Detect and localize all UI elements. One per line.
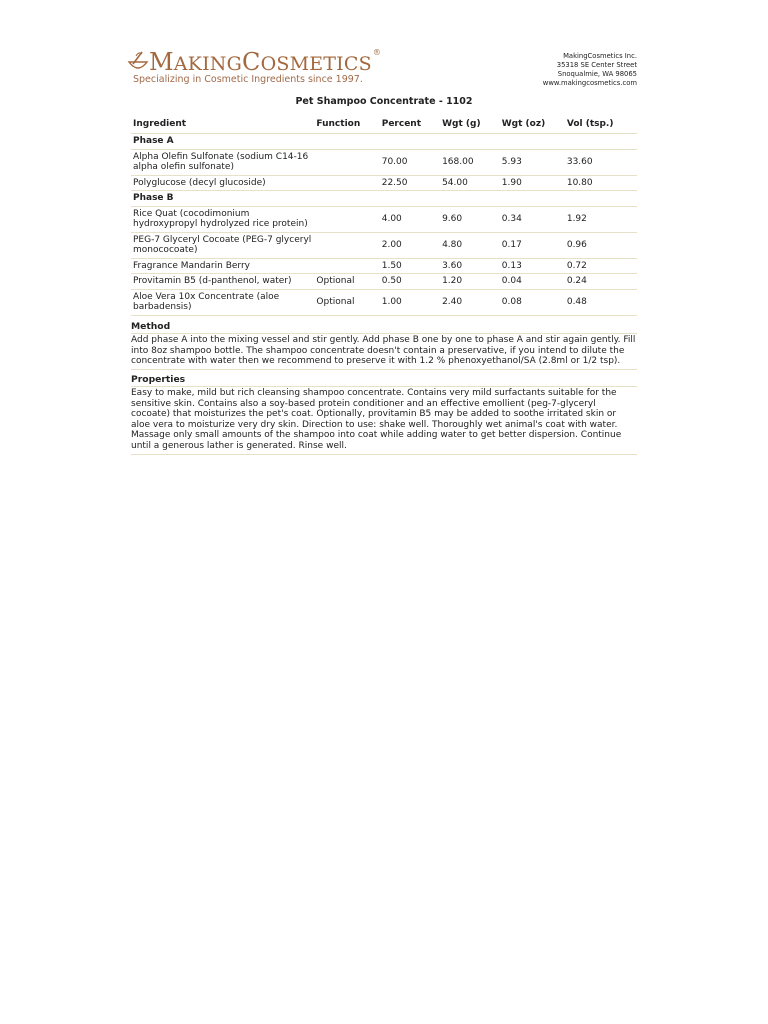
wgt-g-cell: 4.80: [440, 232, 500, 258]
company-website[interactable]: www.makingcosmetics.com: [542, 79, 637, 87]
wgt-g-cell: 54.00: [440, 175, 500, 191]
col-percent: Percent: [380, 116, 440, 134]
document-title: Pet Shampoo Concentrate - 1102: [295, 96, 473, 107]
phase-label: Phase B: [131, 191, 637, 207]
table-row: [131, 206, 637, 232]
wgt-oz-cell: 0.04: [500, 274, 565, 290]
properties-text: Easy to make, mild but rich cleansing shampoo concentrate. Contains very mild surfactants suitable for the sensitive skin. Contains also a soy-based protein conditioner and an effective emollient (peg-7-glyceryl cocoate) that moisturizes the pet's coat. Optionally, provitamin B5 may be added to soothe irritated skin or aloe vera to moisturize very dry skin. Direction to use: shake well. Thoroughly wet animal's coat with water. Massage only small amounts of the shampoo into coat while adding water to get better dispersion. Continue until a generous lather is generated. Rinse well.: [131, 387, 637, 455]
table-row: [131, 149, 637, 175]
logo-wordmark: MAKINGCOSMETICS®: [149, 48, 382, 76]
wgt-g-cell: 168.00: [440, 149, 500, 175]
wgt-g-cell: 3.60: [440, 258, 500, 274]
wgt-oz-cell: 0.34: [500, 206, 565, 232]
wgt-oz-cell: 0.08: [500, 289, 565, 315]
percent-cell: 1.00: [380, 289, 440, 315]
vol-tsp-cell: 0.48: [565, 289, 637, 315]
ingredient-cell: Polyglucose (decyl glucoside): [131, 175, 314, 191]
function-cell: Optional: [314, 289, 379, 315]
vol-tsp-cell: 1.92: [565, 206, 637, 232]
table-row: [131, 258, 637, 274]
phase-label: Phase A: [131, 134, 637, 150]
mortar-pestle-icon: [127, 50, 149, 74]
company-city: Snoqualmie, WA 98065: [557, 70, 637, 78]
col-function: Function: [314, 116, 379, 134]
wgt-g-cell: 1.20: [440, 274, 500, 290]
col-ingredient: Ingredient: [131, 116, 314, 134]
col-wgt-g: Wgt (g): [440, 116, 500, 134]
wgt-oz-cell: 1.90: [500, 175, 565, 191]
ingredient-cell: Fragrance Mandarin Berry: [131, 258, 314, 274]
properties-heading: Properties: [131, 374, 637, 387]
method-section: [131, 321, 637, 370]
wgt-oz-cell: 5.93: [500, 149, 565, 175]
table-row: [131, 289, 637, 315]
function-cell: [314, 258, 379, 274]
company-street: 35318 SE Center Street: [556, 61, 637, 69]
vol-tsp-cell: 10.80: [565, 175, 637, 191]
properties-section: [131, 374, 637, 455]
wgt-g-cell: 9.60: [440, 206, 500, 232]
brand-logo: [131, 48, 451, 88]
percent-cell: 2.00: [380, 232, 440, 258]
ingredient-cell: Alpha Olefin Sulfonate (sodium C14-16 alpha olefin sulfonate): [131, 149, 314, 175]
method-text: Add phase A into the mixing vessel and stir gently. Add phase B one by one to phase A and stir again gently. Fill into 8oz shampoo bottle. The shampoo concentrate doesn't contain a preservative, if you intend to dilute the concentrate with water then we recommend to preserve it with 1.2 % phenoxyethanol/SA (2.8ml or 1/2 tsp).: [131, 334, 637, 370]
formula-table: [131, 116, 637, 316]
function-cell: Optional: [314, 274, 379, 290]
percent-cell: 22.50: [380, 175, 440, 191]
function-cell: [314, 149, 379, 175]
col-wgt-oz: Wgt (oz): [500, 116, 565, 134]
table-header-row: [131, 116, 637, 134]
phase-row: [131, 134, 637, 150]
logo-tagline: Specializing in Cosmetic Ingredients since 1997.: [133, 74, 363, 85]
wgt-oz-cell: 0.17: [500, 232, 565, 258]
wgt-g-cell: 2.40: [440, 289, 500, 315]
company-name: MakingCosmetics Inc.: [563, 52, 637, 60]
function-cell: [314, 206, 379, 232]
percent-cell: 1.50: [380, 258, 440, 274]
ingredient-cell: PEG-7 Glyceryl Cocoate (PEG-7 glyceryl monococoate): [131, 232, 314, 258]
vol-tsp-cell: 0.72: [565, 258, 637, 274]
vol-tsp-cell: 33.60: [565, 149, 637, 175]
table-row: [131, 232, 637, 258]
function-cell: [314, 175, 379, 191]
table-row: [131, 175, 637, 191]
ingredient-cell: Aloe Vera 10x Concentrate (aloe barbadensis): [131, 289, 314, 315]
function-cell: [314, 232, 379, 258]
table-row: [131, 274, 637, 290]
ingredient-cell: Provitamin B5 (d-panthenol, water): [131, 274, 314, 290]
percent-cell: 0.50: [380, 274, 440, 290]
percent-cell: 70.00: [380, 149, 440, 175]
company-address: [543, 52, 637, 88]
vol-tsp-cell: 0.24: [565, 274, 637, 290]
ingredient-cell: Rice Quat (cocodimonium hydroxypropyl hydrolyzed rice protein): [131, 206, 314, 232]
col-vol-tsp: Vol (tsp.): [565, 116, 637, 134]
percent-cell: 4.00: [380, 206, 440, 232]
phase-row: [131, 191, 637, 207]
wgt-oz-cell: 0.13: [500, 258, 565, 274]
vol-tsp-cell: 0.96: [565, 232, 637, 258]
method-heading: Method: [131, 321, 637, 334]
